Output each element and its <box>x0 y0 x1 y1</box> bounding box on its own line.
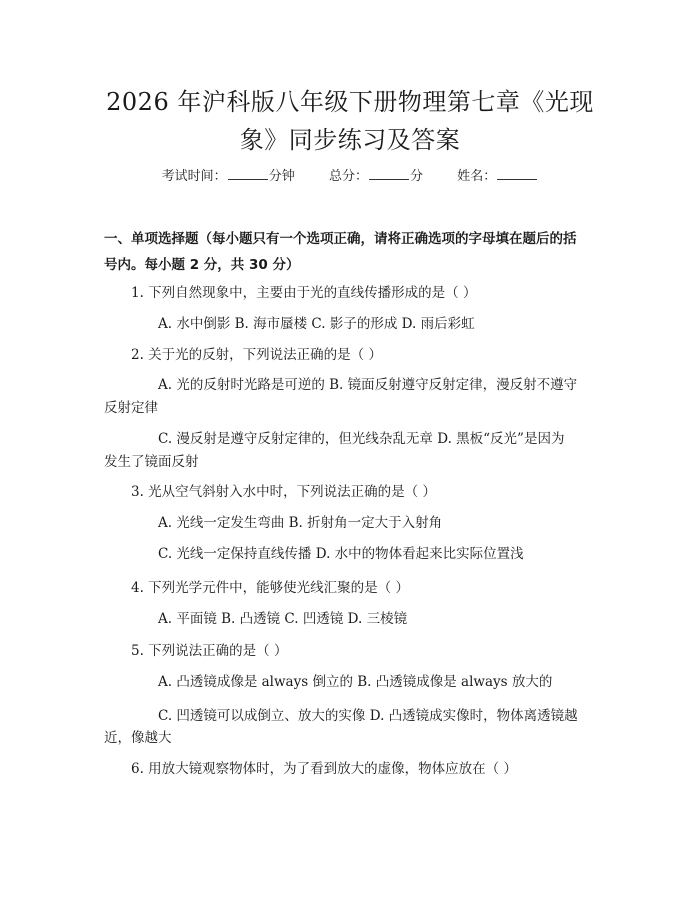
question-2-option-cd-cont: 发生了镜面反射 <box>104 454 199 470</box>
question-6-stem: 6. 用放大镜观察物体时，为了看到放大的虚像，物体应放在（ ） <box>131 761 517 777</box>
question-4-options: A. 平面镜 B. 凸透镜 C. 凹透镜 D. 三棱镜 <box>158 611 408 627</box>
question-2-option-ab-cont: 反射定律 <box>104 400 158 416</box>
question-3-option-cd: C. 光线一定保持直线传播 D. 水中的物体看起来比实际位置浅 <box>158 546 524 562</box>
question-5-option-ab: A. 凸透镜成像是 always 倒立的 B. 凸透镜成像是 always 放大的 <box>158 674 553 690</box>
exam-time-label: 考试时间： <box>161 169 227 184</box>
question-5-stem: 5. 下列说法正确的是（ ） <box>131 643 288 659</box>
exam-info-row <box>0 166 700 188</box>
total-score-blank <box>369 166 409 180</box>
question-1-stem: 1. 下列自然现象中，主要由于光的直线传播形成的是（ ） <box>131 285 477 301</box>
exam-time-blank <box>228 166 268 180</box>
document-title-line2: 象》同步练习及答案 <box>239 126 461 154</box>
question-2-option-cd: C. 漫反射是遵守反射定律的，但光线杂乱无章 D. 黑板“反光”是因为 <box>158 431 565 447</box>
total-score-unit: 分 <box>410 169 424 184</box>
name-blank <box>497 166 537 180</box>
section1-heading-line2: 号内。每小题 2 分，共 30 分） <box>104 257 300 273</box>
question-5-option-cd-cont: 近，像越大 <box>104 730 172 746</box>
total-score-label: 总分： <box>328 169 368 184</box>
question-3-option-ab: A. 光线一定发生弯曲 B. 折射角一定大于入射角 <box>158 515 443 531</box>
question-3-stem: 3. 光从空气斜射入水中时，下列说法正确的是（ ） <box>131 484 436 500</box>
question-2-option-ab: A. 光的反射时光路是可逆的 B. 镜面反射遵守反射定律，漫反射不遵守 <box>158 377 578 393</box>
document-title-line1: 2026 年沪科版八年级下册物理第七章《光现 <box>106 88 594 116</box>
question-4-stem: 4. 下列光学元件中，能够使光线汇聚的是（ ） <box>131 580 409 596</box>
section1-heading-line1: 一、单项选择题（每小题只有一个选项正确，请将正确选项的字母填在题后的括 <box>104 231 577 247</box>
name-label: 姓名： <box>457 169 497 184</box>
question-5-option-cd: C. 凹透镜可以成倒立、放大的实像 D. 凸透镜成实像时，物体离透镜越 <box>158 708 578 724</box>
question-2-stem: 2. 关于光的反射，下列说法正确的是（ ） <box>131 347 382 363</box>
question-1-options: A. 水中倒影 B. 海市蜃楼 C. 影子的形成 D. 雨后彩虹 <box>158 316 475 332</box>
exam-time-unit: 分钟 <box>268 169 295 184</box>
